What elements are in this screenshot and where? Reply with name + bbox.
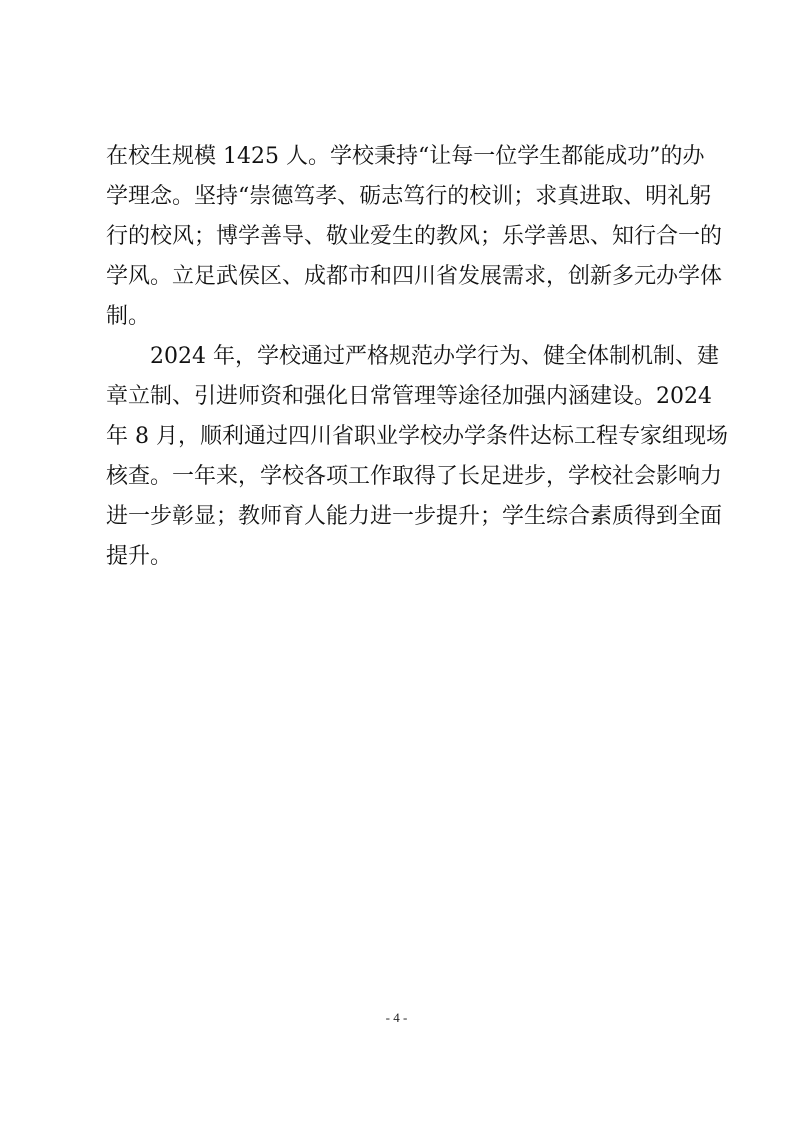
body-text xyxy=(106,137,728,577)
text-line: 学风。立足武侯区、成都市和四川省发展需求，创新多元办学体 xyxy=(106,264,723,289)
page-number: - 4 - xyxy=(385,1010,408,1025)
text-line: 行的校风；博学善导、敬业爱生的教风；乐学善思、知行合一的 xyxy=(106,224,723,249)
text-line: 制。 xyxy=(106,304,151,329)
paragraph-1 xyxy=(106,137,723,337)
text-line: 在校生规模 1425 人。学校秉持“让每一位学生都能成功”的办 xyxy=(106,144,705,169)
text-line: 学理念。坚持“崇德笃孝、砺志笃行的校训；求真进取、明礼躬 xyxy=(106,184,712,209)
text-line: 进一步彰显；教师育人能力进一步提升；学生综合素质得到全面 xyxy=(106,504,723,529)
text-line: 核查。一年来，学校各项工作取得了长足进步，学校社会影响力 xyxy=(106,464,723,489)
text-line: 年 8 月，顺利通过四川省职业学校办学条件达标工程专家组现场 xyxy=(106,424,728,449)
paragraph-2 xyxy=(106,337,728,577)
text-line: 章立制、引进师资和强化日常管理等途径加强内涵建设。2024 xyxy=(106,384,712,409)
text-line: 提升。 xyxy=(106,544,173,569)
text-line: 2024 年，学校通过严格规范办学行为、健全体制机制、建 xyxy=(150,344,719,369)
